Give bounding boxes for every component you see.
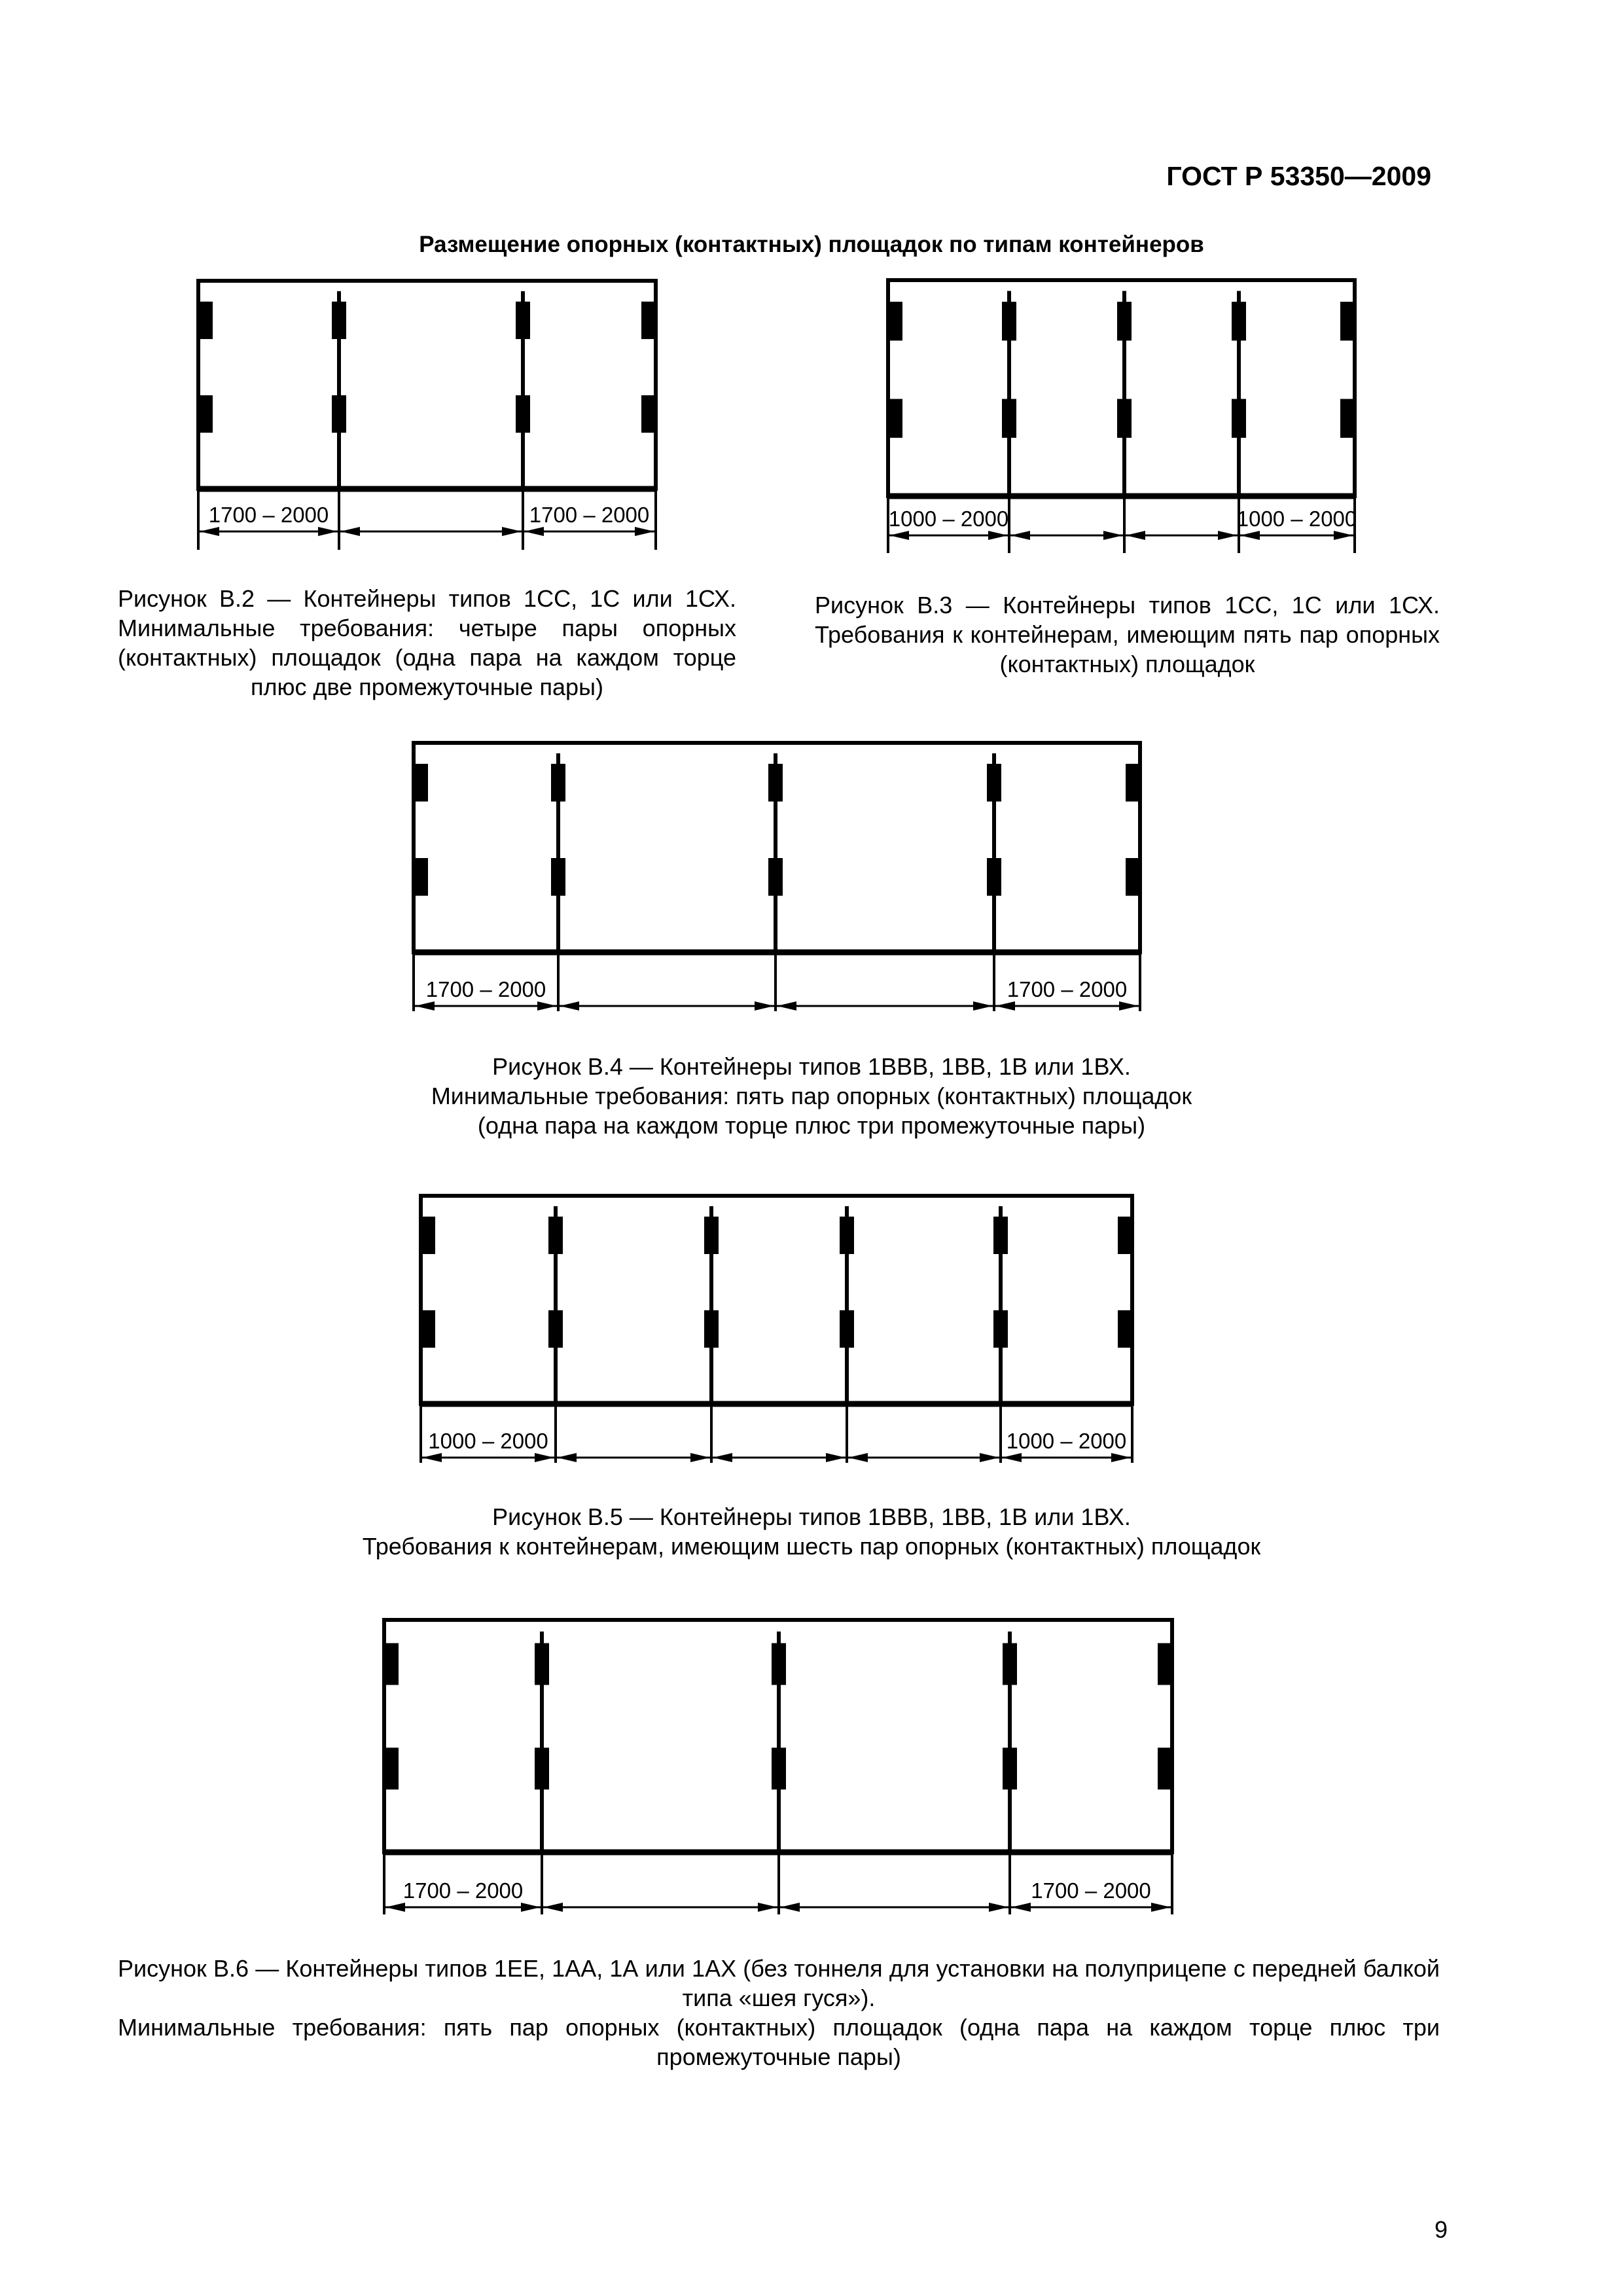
figure-b5-caption-line-1: Рисунок В.5 — Контейнеры типов 1ВВВ, 1ВВ, 1В или 1ВХ. [492,1503,1131,1530]
support-pad [1232,399,1246,438]
dimension-label: 1700 – 2000 [1031,1878,1151,1903]
dimension-label: 1700 – 2000 [529,503,650,527]
dimension-arrow [1334,531,1353,540]
figure-b6-caption-part-1: Рисунок В.6 — Контейнеры типов 1ЕЕ, 1АА, 1А или 1АХ (без тоннеля для установки на полуприцепе с передней балкой типа «шея гуся»). [118,1955,1440,2011]
support-pad [641,302,656,339]
dimension-arrow [1218,531,1238,540]
support-pad [414,858,428,896]
dimension-arrow [340,527,360,536]
dimension-arrow [502,527,522,536]
dimension-arrow [690,1453,710,1462]
dimension-arrow [200,527,219,536]
dimension-arrow [980,1453,999,1462]
support-pad [768,764,783,802]
dimension-arrow [973,1001,993,1011]
dimension-label: 1000 – 2000 [1006,1429,1127,1453]
support-pad [993,1217,1008,1254]
dimension-arrow [755,1001,774,1011]
support-pad [1002,302,1016,340]
figure-b4-caption-line-1: Рисунок В.4 — Контейнеры типов 1ВВВ, 1ВВ, 1В или 1ВХ. [492,1053,1131,1080]
support-pad [1158,1748,1172,1789]
support-pad [704,1310,719,1348]
support-pad [1117,399,1132,438]
support-pad [551,764,565,802]
figure-b6-diagram [376,1613,1181,1921]
dimension-arrow [826,1453,846,1462]
support-pad [987,858,1001,896]
support-pad [1003,1643,1017,1685]
support-pad [421,1217,435,1254]
dimension-label: 1000 – 2000 [1236,507,1357,531]
dimension-arrow [1002,1453,1022,1462]
figure-b3-caption: Рисунок В.3 — Контейнеры типов 1СС, 1С или 1СХ. Требования к контейнерам, имеющим пять пар опорных (контактных) площадок [815,592,1440,677]
support-pad [704,1217,719,1254]
support-pad [840,1217,854,1254]
dimension-label: 1000 – 2000 [888,507,1009,531]
dimension-label: 1700 – 2000 [425,977,546,1001]
support-pad [384,1748,399,1789]
support-pad [535,1748,549,1789]
support-pad [993,1310,1008,1348]
support-pad [888,399,902,438]
support-pad [516,302,530,339]
support-pad [888,302,902,340]
dimension-arrow [989,1903,1008,1912]
section-title: Размещение опорных (контактных) площадок по типам контейнеров [419,232,1204,257]
support-pad [548,1310,563,1348]
dimension-arrow [848,1453,868,1462]
figure-b4-caption-line-2: Минимальные требования: пять пар опорных (контактных) площадок [431,1083,1192,1109]
dimension-arrow [889,531,909,540]
support-pad [1003,1748,1017,1789]
dimension-arrow [995,1001,1015,1011]
support-pad [198,395,213,433]
container-outline [421,1196,1132,1404]
support-pad [768,858,783,896]
dimension-arrow [1119,1001,1139,1011]
dimension-arrow [1151,1903,1171,1912]
figure-b3-diagram [883,278,1371,566]
dimension-label: 1000 – 2000 [428,1429,548,1453]
support-pad [1118,1217,1132,1254]
support-pad [198,302,213,339]
dimension-arrow [385,1903,405,1912]
dimension-arrow [422,1453,442,1462]
dimension-arrow [780,1903,800,1912]
dimension-arrow [988,531,1008,540]
dimension-arrow [1011,1903,1031,1912]
figure-b6-caption [118,1954,1440,2072]
support-pad [772,1748,786,1789]
dimension-label: 1700 – 2000 [402,1878,524,1903]
dimension-arrow [777,1001,796,1011]
dimension-arrow [1240,531,1260,540]
dimension-arrow [560,1001,579,1011]
support-pad [414,764,428,802]
figure-b2-caption: Рисунок В.2 — Контейнеры типов 1СС, 1С или 1СХ. Минимальные требования: четыре пары опорных (контактных) площадок (одна пара на каждом торце плюс две промежуточные пары) [118,585,736,700]
support-pad [421,1310,435,1348]
figure-b4-caption [0,1052,1623,1140]
support-pad [1340,302,1355,340]
support-pad [535,1643,549,1685]
support-pad [548,1217,563,1254]
support-pad [772,1643,786,1685]
support-pad [1232,302,1246,340]
dimension-arrow [713,1453,732,1462]
support-pad [1126,858,1140,896]
dimension-arrow [1103,531,1123,540]
dimension-arrow [1010,531,1030,540]
figure-b4-diagram [406,736,1152,1021]
dimension-label: 1700 – 2000 [208,503,329,527]
standard-number: ГОСТ Р 53350—2009 [1166,161,1431,191]
support-pad [332,302,346,339]
support-pad [332,395,346,433]
support-pad [641,395,656,433]
figure-b5-diagram [412,1188,1145,1476]
support-pad [1118,1310,1132,1348]
dimension-arrow [535,1453,554,1462]
dimension-arrow [1126,531,1145,540]
figure-b2-diagram [193,278,668,556]
dimension-arrow [758,1903,777,1912]
dimension-arrow [537,1001,557,1011]
dimension-arrow [1111,1453,1131,1462]
dimension-arrow [557,1453,577,1462]
support-pad [987,764,1001,802]
support-pad [1340,399,1355,438]
support-pad [551,858,565,896]
support-pad [1002,399,1016,438]
figure-b5-caption-line-2: Требования к контейнерам, имеющим шесть пар опорных (контактных) площадок [362,1533,1261,1560]
support-pad [1126,764,1140,802]
dimension-label: 1700 – 2000 [1007,977,1128,1001]
dimension-arrow [524,527,544,536]
support-pad [1158,1643,1172,1685]
support-pad [1117,302,1132,340]
page-number: 9 [1434,2216,1448,2243]
dimension-arrow [521,1903,541,1912]
dimension-arrow [635,527,654,536]
support-pad [516,395,530,433]
dimension-arrow [415,1001,435,1011]
figure-b5-caption [0,1502,1623,1561]
support-pad [840,1310,854,1348]
figure-b4-caption-line-3: (одна пара на каждом торце плюс три промежуточные пары) [477,1112,1146,1139]
dimension-arrow [543,1903,563,1912]
figure-b6-caption-part-2: Минимальные требования: пять пар опорных (контактных) площадок (одна пара на каждом торце плюс три промежуточные пары) [118,2014,1440,2070]
container-outline [198,281,656,489]
dimension-arrow [318,527,338,536]
support-pad [384,1643,399,1685]
